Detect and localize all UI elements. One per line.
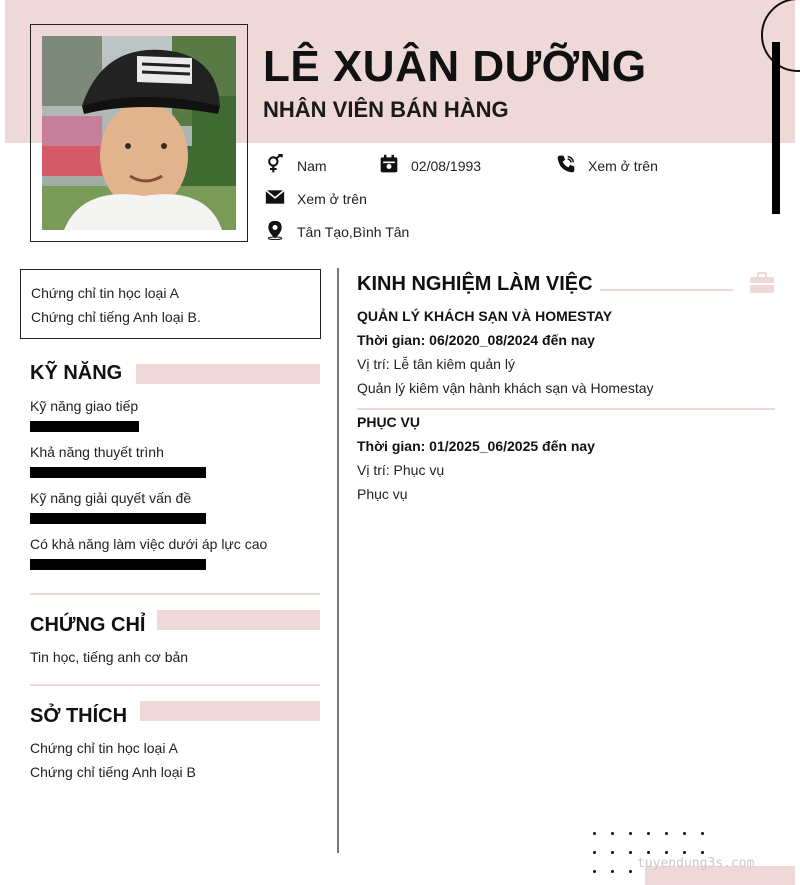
gender-value: Nam [297, 157, 327, 174]
decorative-dot [665, 851, 668, 854]
avatar [42, 36, 236, 230]
job-position: Vị trí: Phục vụ [357, 462, 445, 478]
experience-heading-line [600, 289, 733, 291]
gender-info [265, 154, 327, 177]
decorative-dot [629, 832, 632, 835]
decorative-dot [611, 870, 614, 873]
certifications-heading: CHỨNG CHỈ [30, 614, 146, 636]
divider [30, 593, 320, 595]
job-time: Thời gian: 06/2020_08/2024 đến nay [357, 332, 595, 348]
address-info [265, 220, 409, 243]
skill-label: Có khả năng làm việc dưới áp lực cao [30, 536, 268, 552]
hobbies-heading-band [140, 701, 320, 721]
watermark: tuyendung3s.com [637, 856, 755, 871]
decorative-dot [629, 870, 632, 873]
birthdate-info [379, 154, 481, 177]
decorative-dot [701, 832, 704, 835]
email-info [265, 187, 367, 210]
email-value: Xem ở trên [297, 190, 367, 207]
column-divider [337, 268, 339, 853]
hobbies-heading: SỞ THÍCH [30, 705, 128, 727]
skill-label: Khả năng thuyết trình [30, 444, 164, 460]
job-position: Vị trí: Lễ tân kiêm quản lý [357, 356, 515, 372]
phone-icon [556, 154, 588, 177]
skill-label: Kỹ năng giao tiếp [30, 398, 139, 414]
certificate-line: Chứng chỉ tin học loại A [31, 285, 179, 301]
experience-heading: KINH NGHIỆM LÀM VIỆC [357, 273, 593, 295]
decorative-dot [683, 851, 686, 854]
decorative-bar [772, 42, 780, 214]
certifications-text: Tin học, tiếng anh cơ bản [30, 649, 189, 665]
decorative-dot [611, 851, 614, 854]
skill-bar [30, 467, 206, 478]
certifications-heading-band [157, 610, 320, 630]
decorative-dot [701, 851, 704, 854]
skill-bar [30, 559, 206, 570]
certificates-box [20, 269, 321, 339]
job-company: PHỤC VỤ [357, 414, 421, 430]
job-description: Quản lý kiêm vận hành khách sạn và Homestay [357, 380, 654, 396]
skill-bar [30, 513, 206, 524]
divider [30, 684, 320, 686]
phone-value: Xem ở trên [588, 157, 658, 174]
decorative-dot [683, 832, 686, 835]
gender-icon [265, 154, 297, 177]
skill-bar [30, 421, 139, 432]
briefcase-icon [749, 272, 775, 299]
decorative-dot [629, 851, 632, 854]
skill-label: Kỹ năng giải quyết vấn đề [30, 490, 192, 506]
full-name: LÊ XUÂN DƯỠNG [263, 42, 647, 91]
divider [357, 408, 775, 410]
decorative-dot [647, 851, 650, 854]
phone-info [556, 154, 658, 177]
decorative-dot [593, 832, 596, 835]
job-title: NHÂN VIÊN BÁN HÀNG [263, 97, 509, 122]
certificate-line: Chứng chỉ tiếng Anh loại B. [31, 309, 201, 325]
birthdate-value: 02/08/1993 [411, 157, 482, 174]
skills-heading-band [136, 364, 320, 384]
hobby-item: Chứng chỉ tin học loại A [30, 740, 178, 756]
skills-heading: KỸ NĂNG [30, 362, 123, 384]
envelope-icon [265, 187, 297, 210]
calendar-icon [379, 154, 411, 177]
job-description: Phục vụ [357, 486, 408, 502]
decorative-dot [647, 832, 650, 835]
decorative-dot [665, 832, 668, 835]
decorative-dot [611, 832, 614, 835]
job-time: Thời gian: 01/2025_06/2025 đến nay [357, 438, 595, 454]
hobby-item: Chứng chỉ tiếng Anh loại B [30, 764, 196, 780]
decorative-dot [593, 870, 596, 873]
location-pin-icon [265, 220, 297, 243]
decorative-dot [593, 851, 596, 854]
address-value: Tân Tạo,Bình Tân [297, 223, 410, 240]
job-company: QUẢN LÝ KHÁCH SẠN VÀ HOMESTAY [357, 308, 613, 324]
